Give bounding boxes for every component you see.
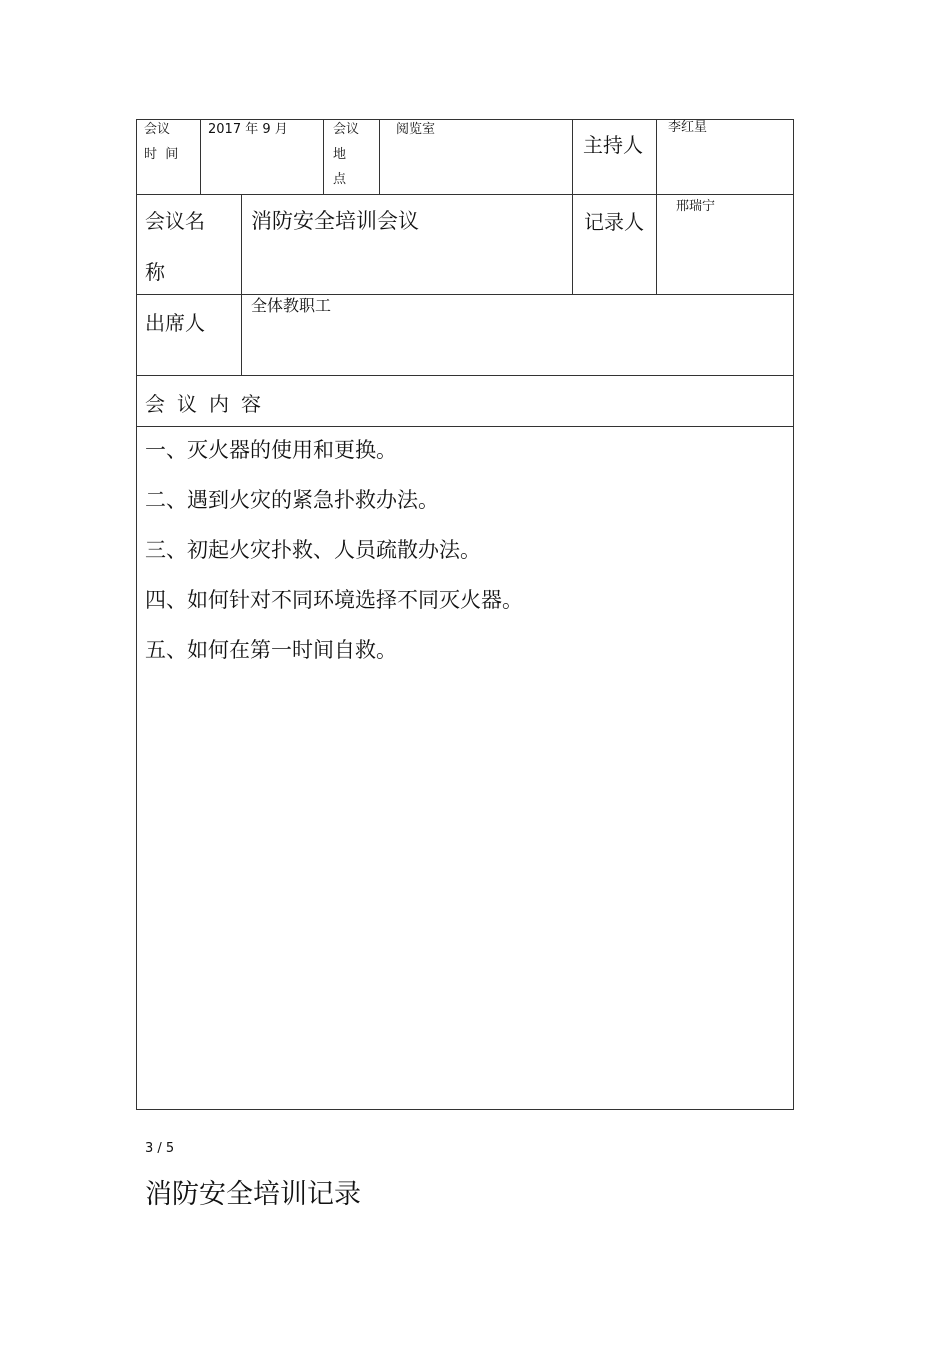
- col-divider: [200, 119, 201, 195]
- content-item: 五、如何在第一时间自救。: [145, 638, 397, 662]
- recorder-value: 邢瑞宁: [676, 199, 716, 214]
- meeting-time-label-1: 会议: [144, 122, 171, 137]
- meeting-name-value: 消防安全培训会议: [251, 209, 419, 233]
- meeting-place-label-2: 地: [333, 147, 347, 162]
- content-header: 会议内容: [145, 392, 273, 416]
- col-divider: [572, 119, 573, 295]
- col-divider: [379, 119, 380, 195]
- meeting-place-label-1: 会议: [333, 122, 360, 137]
- row-divider: [136, 294, 794, 295]
- col-divider: [323, 119, 324, 195]
- meeting-name-label-2: 称: [145, 260, 165, 284]
- meeting-name-label-1: 会议名: [145, 209, 205, 233]
- attendees-value: 全体教职工: [251, 296, 332, 315]
- col-divider: [241, 194, 242, 376]
- meeting-time-value: 2017 年 9 月: [208, 122, 288, 137]
- host-value: 李红星: [668, 120, 708, 135]
- attendees-label: 出席人: [145, 311, 205, 335]
- content-item: 三、初起火灾扑救、人员疏散办法。: [145, 538, 481, 562]
- meeting-place-label-3: 点: [333, 172, 347, 187]
- meeting-time-label-2: 时 间: [144, 147, 179, 162]
- content-item: 四、如何针对不同环境选择不同灭火器。: [145, 588, 523, 612]
- host-label: 主持人: [583, 133, 643, 157]
- next-section-title: 消防安全培训记录: [145, 1179, 361, 1210]
- col-divider: [656, 119, 657, 295]
- content-item: 一、灭火器的使用和更换。: [145, 438, 397, 462]
- content-item: 二、遇到火灾的紧急扑救办法。: [145, 488, 439, 512]
- meeting-place-value: 阅览室: [396, 122, 436, 137]
- row-divider: [136, 375, 794, 376]
- page-number: 3 / 5: [145, 1141, 175, 1156]
- recorder-label: 记录人: [584, 210, 644, 234]
